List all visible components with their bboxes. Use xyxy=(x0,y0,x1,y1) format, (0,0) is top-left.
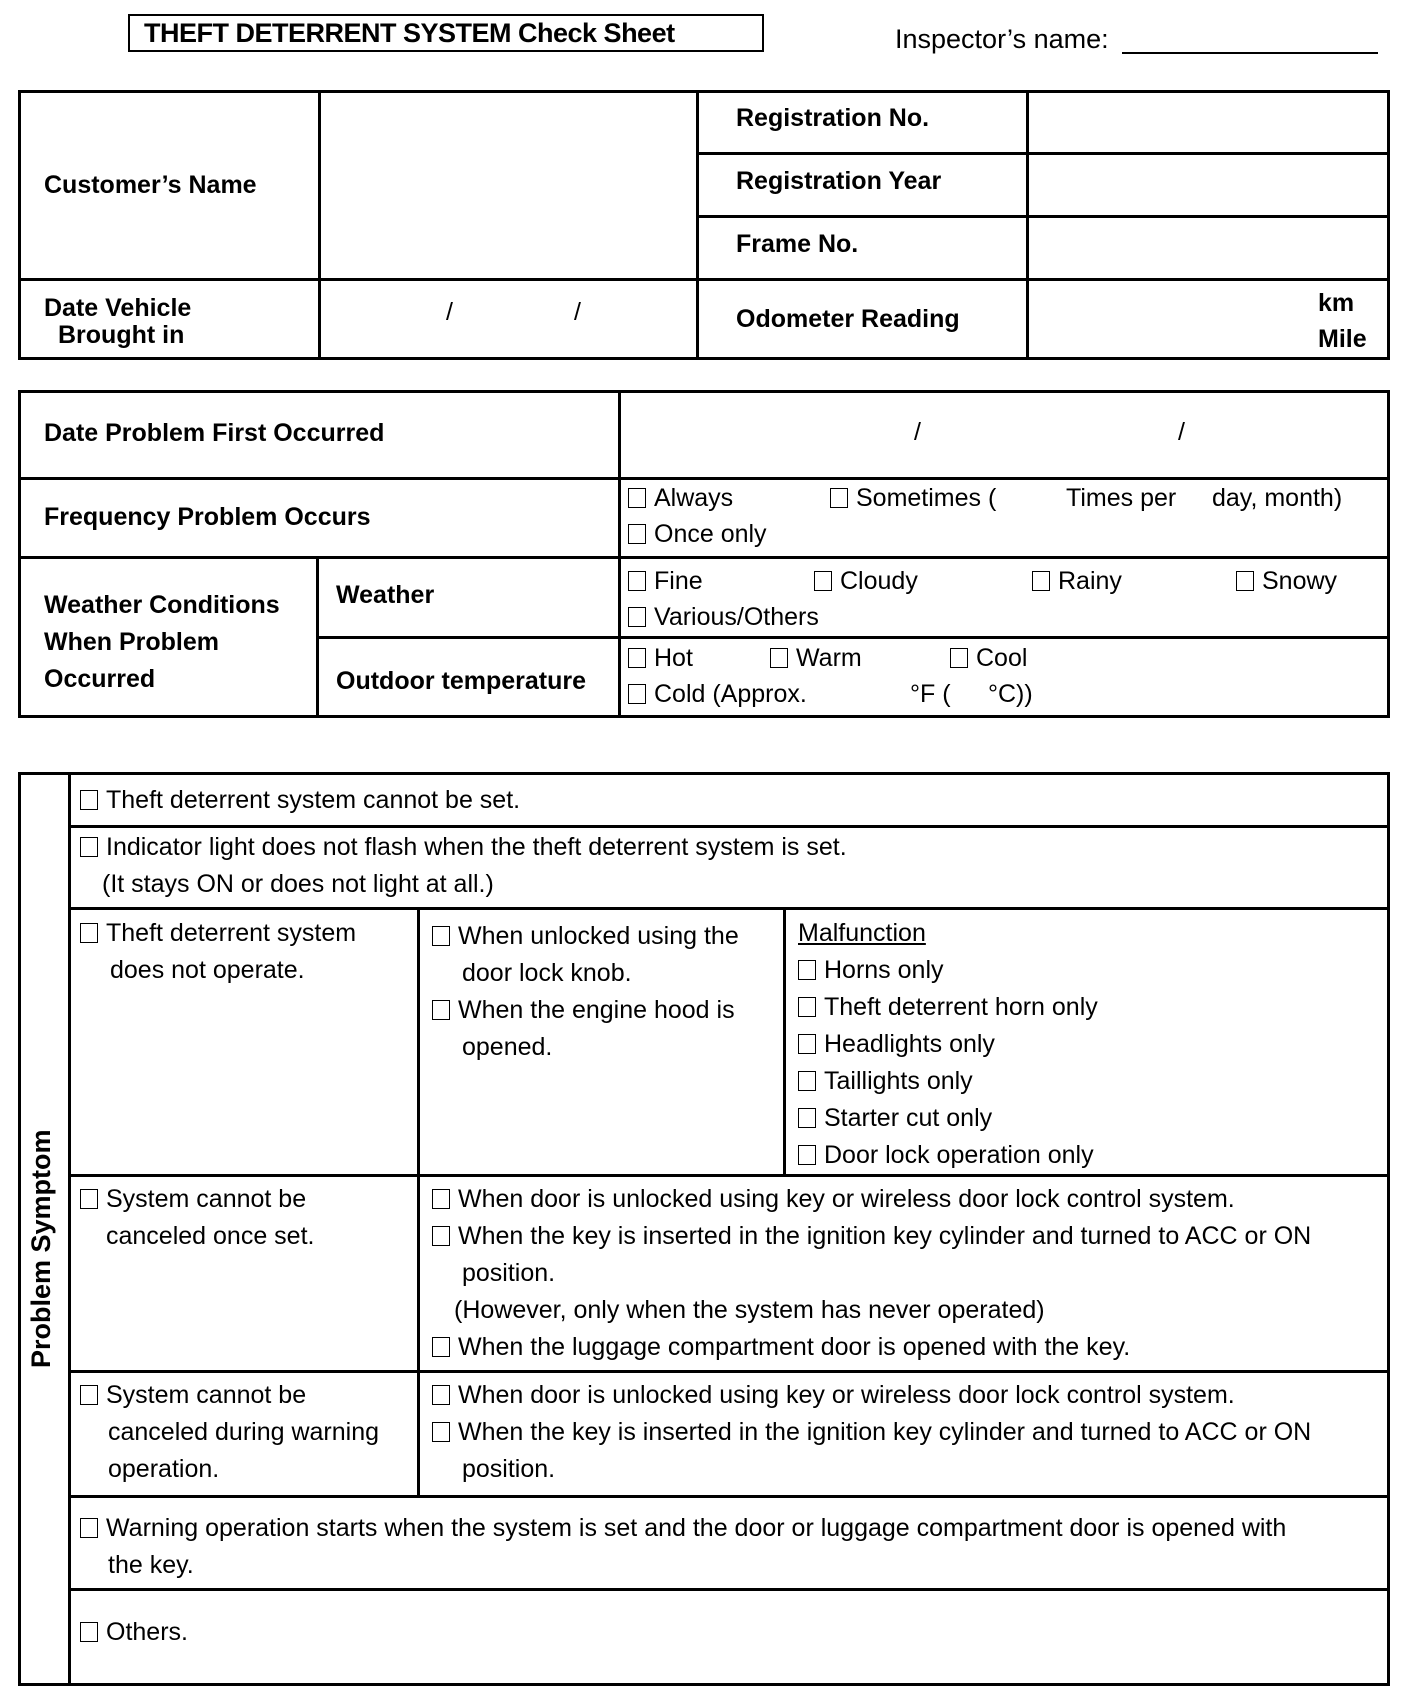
checkbox-icon[interactable] xyxy=(798,1108,816,1128)
checkbox-icon[interactable] xyxy=(80,923,98,943)
checkbox-icon[interactable] xyxy=(80,1518,98,1538)
divider xyxy=(1026,90,1029,360)
symptom-warning-starts-line2: the key. xyxy=(108,1551,194,1579)
checkbox-icon[interactable] xyxy=(830,488,848,508)
symptom-others[interactable]: Others. xyxy=(80,1614,188,1651)
weather-group-label-line3: Occurred xyxy=(44,665,156,693)
outdoor-temperature-label: Outdoor temperature xyxy=(336,667,587,695)
customer-name-field[interactable] xyxy=(324,96,692,274)
warning-key-inserted-line2: position. xyxy=(462,1455,556,1483)
checkbox-icon[interactable] xyxy=(628,607,646,627)
frame-no-label: Frame No. xyxy=(736,230,859,258)
registration-year-field[interactable] xyxy=(1032,158,1384,212)
malfunction-door-lock-option[interactable]: Door lock operation only xyxy=(798,1137,1094,1174)
once-door-unlocked-option[interactable]: When door is unlocked using key or wireless door lock control system. xyxy=(432,1181,1235,1218)
divider xyxy=(68,1588,1390,1591)
symptom-indicator-light[interactable]: Indicator light does not flash when the theft deterrent system is set. xyxy=(80,829,847,866)
symptom-warning-starts[interactable]: Warning operation starts when the system is set and the door or luggage compartment door is opened with xyxy=(80,1510,1286,1547)
when-engine-hood-option[interactable]: When the engine hood is xyxy=(432,992,735,1029)
symptom-cannot-cancel-warning[interactable]: System cannot be xyxy=(80,1377,306,1414)
customer-name-label: Customer’s Name xyxy=(44,171,257,199)
registration-year-label: Registration Year xyxy=(736,167,942,195)
divider xyxy=(68,1495,1390,1498)
divider xyxy=(316,636,1390,639)
divider xyxy=(68,1370,1390,1373)
when-engine-hood-line2: opened. xyxy=(462,1033,553,1061)
temperature-hot-option[interactable]: Hot xyxy=(628,640,693,677)
checkbox-icon[interactable] xyxy=(628,571,646,591)
once-key-inserted-line2: position. xyxy=(462,1259,556,1287)
checkbox-icon[interactable] xyxy=(798,960,816,980)
checkbox-icon[interactable] xyxy=(80,1385,98,1405)
checkbox-icon[interactable] xyxy=(80,1622,98,1642)
symptom-cannot-cancel-warning-line3: operation. xyxy=(108,1455,220,1483)
checkbox-icon[interactable] xyxy=(432,1226,450,1246)
frequency-sometimes-option[interactable]: Sometimes ( xyxy=(830,480,996,517)
symptom-cannot-cancel-once-set-line2: canceled once set. xyxy=(106,1222,315,1250)
checkbox-icon[interactable] xyxy=(798,1071,816,1091)
symptom-cannot-cancel-once-set[interactable]: System cannot be xyxy=(80,1181,306,1218)
weather-fine-option[interactable]: Fine xyxy=(628,563,703,600)
date-brought-in-label-line2: Brought in xyxy=(58,321,185,349)
checkbox-icon[interactable] xyxy=(798,1034,816,1054)
weather-label: Weather xyxy=(336,581,435,609)
checkbox-icon[interactable] xyxy=(432,1422,450,1442)
checkbox-icon[interactable] xyxy=(814,571,832,591)
inspector-name-field[interactable] xyxy=(1122,52,1378,54)
symptom-cannot-cancel-warning-line2: canceled during warning xyxy=(108,1418,380,1446)
sheet-title: THEFT DETERRENT SYSTEM Check Sheet xyxy=(128,14,764,52)
date-brought-in-label-line1: Date Vehicle xyxy=(44,294,192,322)
cold-celsius-unit: °C)) xyxy=(988,680,1033,708)
divider xyxy=(618,390,621,718)
divider xyxy=(68,907,1390,910)
weather-cloudy-option[interactable]: Cloudy xyxy=(814,563,918,600)
checkbox-icon[interactable] xyxy=(950,648,968,668)
checkbox-icon[interactable] xyxy=(628,684,646,704)
divider xyxy=(18,278,1390,281)
malfunction-taillights-option[interactable]: Taillights only xyxy=(798,1063,973,1100)
checkbox-icon[interactable] xyxy=(80,1189,98,1209)
checkbox-icon[interactable] xyxy=(628,648,646,668)
frame-no-field[interactable] xyxy=(1032,221,1384,275)
checkbox-icon[interactable] xyxy=(432,1385,450,1405)
frequency-label: Frequency Problem Occurs xyxy=(44,503,371,531)
frequency-times-per: Times per xyxy=(1066,484,1177,512)
divider xyxy=(68,825,1390,828)
registration-no-label: Registration No. xyxy=(736,104,930,132)
odometer-unit-mile: Mile xyxy=(1318,325,1367,353)
checkbox-icon[interactable] xyxy=(80,837,98,857)
when-unlocked-knob-line2: door lock knob. xyxy=(462,959,632,987)
malfunction-headlights-option[interactable]: Headlights only xyxy=(798,1026,995,1063)
divider xyxy=(68,1174,1390,1177)
divider xyxy=(783,907,786,1174)
temperature-cool-option[interactable]: Cool xyxy=(950,640,1027,677)
inspector-name-label: Inspector’s name: xyxy=(895,24,1109,54)
checkbox-icon[interactable] xyxy=(628,488,646,508)
weather-various-option[interactable]: Various/Others xyxy=(628,599,819,636)
checkbox-icon[interactable] xyxy=(432,926,450,946)
malfunction-theft-horn-option[interactable]: Theft deterrent horn only xyxy=(798,989,1098,1026)
checkbox-icon[interactable] xyxy=(1236,571,1254,591)
checkbox-icon[interactable] xyxy=(798,1145,816,1165)
warning-door-unlocked-option[interactable]: When door is unlocked using key or wireless door lock control system. xyxy=(432,1377,1235,1414)
odometer-label: Odometer Reading xyxy=(736,305,960,333)
malfunction-starter-cut-option[interactable]: Starter cut only xyxy=(798,1100,992,1137)
frequency-always-option[interactable]: Always xyxy=(628,480,733,517)
date-separator: / xyxy=(574,298,581,326)
problem-symptom-label: Problem Symptom xyxy=(26,1129,56,1368)
checkbox-icon[interactable] xyxy=(798,997,816,1017)
frequency-once-option[interactable]: Once only xyxy=(628,516,767,553)
temperature-cold-option[interactable]: Cold (Approx. xyxy=(628,676,807,713)
symptom-does-not-operate[interactable]: Theft deterrent system xyxy=(80,915,356,952)
odometer-field[interactable] xyxy=(1032,284,1302,356)
once-luggage-door-option[interactable]: When the luggage compartment door is opened with the key. xyxy=(432,1329,1130,1366)
date-separator: / xyxy=(914,418,921,446)
once-note: (However, only when the system has never operated) xyxy=(454,1296,1045,1324)
date-separator: / xyxy=(1178,418,1185,446)
warning-key-inserted-option[interactable]: When the key is inserted in the ignition key cylinder and turned to ACC or ON xyxy=(432,1414,1311,1451)
date-brought-in-field[interactable] xyxy=(324,284,692,356)
frequency-day-month: day, month) xyxy=(1212,484,1343,512)
divider xyxy=(696,215,1390,218)
symptom-does-not-operate-line2: does not operate. xyxy=(110,956,305,984)
malfunction-horns-option[interactable]: Horns only xyxy=(798,952,944,989)
temperature-warm-option[interactable]: Warm xyxy=(770,640,862,677)
checkbox-icon[interactable] xyxy=(432,1337,450,1357)
checkbox-icon[interactable] xyxy=(1032,571,1050,591)
checkbox-icon[interactable] xyxy=(770,648,788,668)
checkbox-icon[interactable] xyxy=(80,790,98,810)
checkbox-icon[interactable] xyxy=(432,1000,450,1020)
divider xyxy=(318,90,321,360)
registration-no-field[interactable] xyxy=(1032,96,1384,150)
divider xyxy=(417,907,420,1495)
checkbox-icon[interactable] xyxy=(432,1189,450,1209)
symptom-indicator-light-note: (It stays ON or does not light at all.) xyxy=(102,870,494,898)
weather-group-label-line1: Weather Conditions xyxy=(44,591,280,619)
divider xyxy=(696,152,1390,155)
date-separator: / xyxy=(446,298,453,326)
weather-snowy-option[interactable]: Snowy xyxy=(1236,563,1337,600)
divider xyxy=(696,90,699,360)
symptom-cannot-be-set[interactable]: Theft deterrent system cannot be set. xyxy=(80,782,520,819)
cold-fahrenheit-unit: °F ( xyxy=(910,680,951,708)
when-unlocked-knob-option[interactable]: When unlocked using the xyxy=(432,918,739,955)
date-first-occurred-label: Date Problem First Occurred xyxy=(44,419,385,447)
divider xyxy=(18,556,1390,559)
checkbox-icon[interactable] xyxy=(628,524,646,544)
odometer-unit-km: km xyxy=(1318,289,1355,317)
malfunction-heading: Malfunction xyxy=(798,919,926,947)
once-key-inserted-option[interactable]: When the key is inserted in the ignition key cylinder and turned to ACC or ON xyxy=(432,1218,1311,1255)
date-first-occurred-field[interactable] xyxy=(624,396,1384,474)
weather-rainy-option[interactable]: Rainy xyxy=(1032,563,1122,600)
weather-group-label-line2: When Problem xyxy=(44,628,220,656)
